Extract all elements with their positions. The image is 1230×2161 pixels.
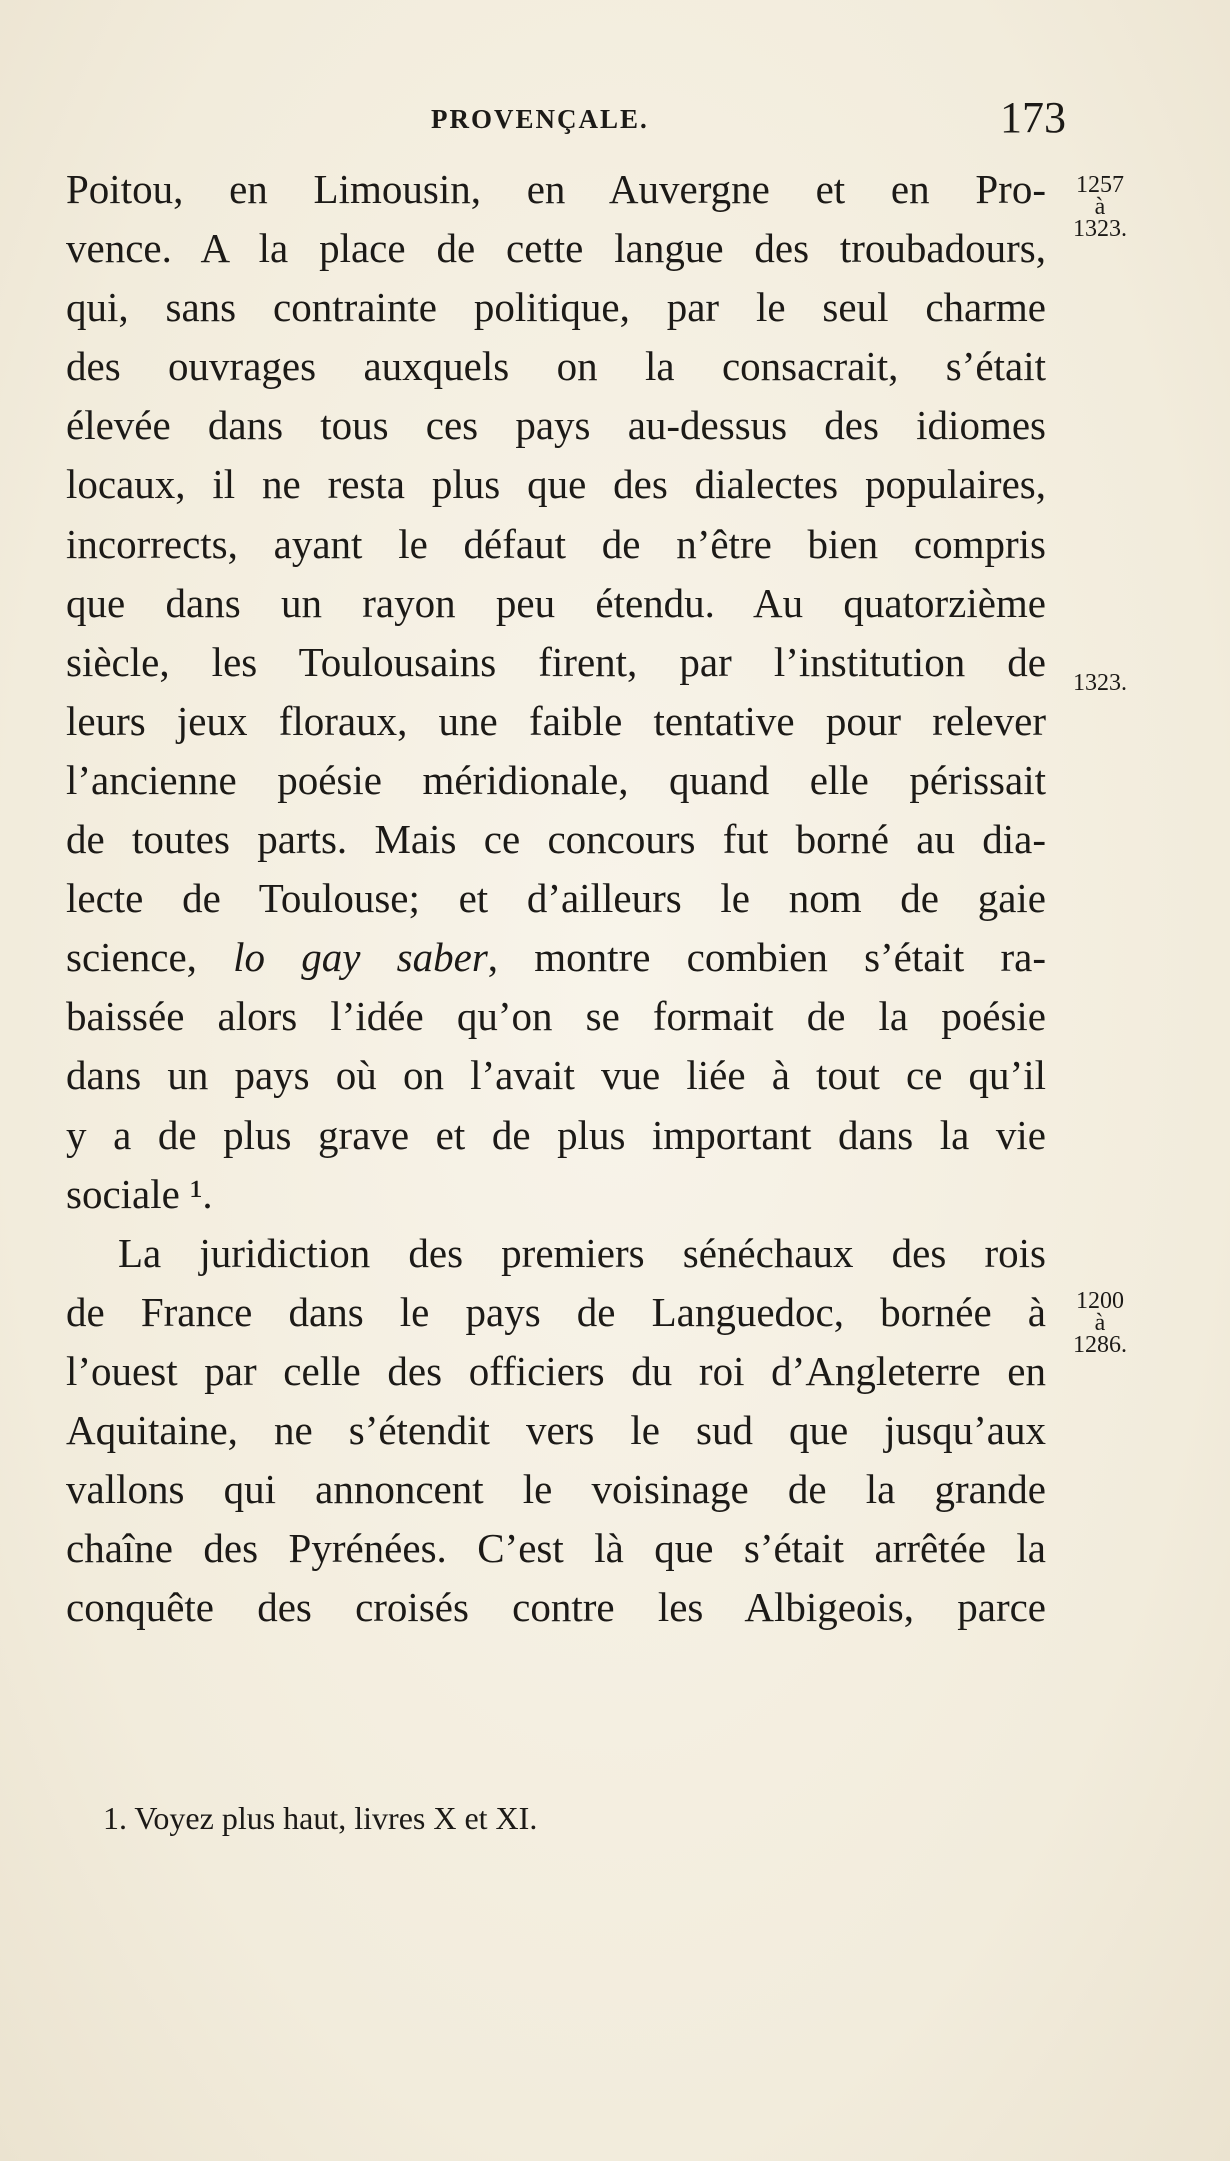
- text-line: conquête des croisés contre les Albigeois, parce: [66, 1584, 1046, 1631]
- body-text: [66, 160, 1046, 1637]
- margin-note-date-range: [1070, 174, 1130, 240]
- text-line: y a de plus grave et de plus important dans la vie: [66, 1111, 1046, 1158]
- text-line: de toutes parts. Mais ce concours fut borné au dia-: [66, 816, 1046, 863]
- text-line: des ouvrages auxquels on la consacrait, s’était: [66, 343, 1046, 390]
- italic-phrase: lo gay saber: [233, 934, 488, 981]
- margin-note-from: 1257: [1076, 172, 1124, 198]
- page-header: [66, 93, 1066, 148]
- text-line: leurs jeux floraux, une faible tentative pour relever: [66, 697, 1046, 744]
- text-line: Poitou, en Limousin, en Auvergne et en Pro-: [66, 166, 1046, 212]
- page-number: 173: [1000, 93, 1066, 142]
- text-line: élevée dans tous ces pays au-dessus des idiomes: [66, 402, 1046, 449]
- text-line: vence. A la place de cette langue des troubadours,: [66, 225, 1046, 272]
- text-line: qui, sans contrainte politique, par le seul charme: [66, 284, 1046, 331]
- text-line: siècle, les Toulousains firent, par l’institution de: [66, 638, 1046, 685]
- text-line: que dans un rayon peu étendu. Au quatorzième: [66, 579, 1046, 626]
- text-line: vallons qui annoncent le voisinage de la grande: [66, 1466, 1046, 1513]
- text-line: Aquitaine, ne s’étendit vers le sud que jusqu’aux: [66, 1406, 1046, 1453]
- margin-note-year: [1070, 672, 1130, 694]
- margin-note-to: 1286.: [1073, 1332, 1127, 1358]
- text-line: incorrects, ayant le défaut de n’être bien compris: [66, 520, 1046, 567]
- text-line: l’ancienne poésie méridionale, quand elle périssait: [66, 756, 1046, 803]
- running-title: PROVENÇALE.: [431, 104, 649, 134]
- paragraph-first-line: La juridiction des premiers sénéchaux des rois: [118, 1229, 1046, 1276]
- margin-note-mid: à: [1094, 1310, 1106, 1336]
- text-segment: , montre combien s’était ra-: [487, 934, 1046, 981]
- margin-note-date-range: [1070, 1290, 1130, 1356]
- text-line-italic: [66, 928, 1046, 987]
- margin-note-year-text: 1323.: [1073, 670, 1127, 696]
- margin-note-to: 1323.: [1073, 216, 1127, 242]
- text-line: chaîne des Pyrénées. C’est là que s’était arrêtée la: [66, 1525, 1046, 1572]
- text-line: locaux, il ne resta plus que des dialectes populaires,: [66, 461, 1046, 508]
- margin-note-from: 1200: [1076, 1288, 1124, 1314]
- text-line: baissée alors l’idée qu’on se formait de la poésie: [66, 993, 1046, 1040]
- text-line: de France dans le pays de Languedoc, bornée à: [66, 1288, 1046, 1335]
- margin-note-mid: à: [1094, 194, 1106, 220]
- text-line: l’ouest par celle des officiers du roi d’Angleterre en: [66, 1347, 1046, 1394]
- text-line: lecte de Toulouse; et d’ailleurs le nom de gaie: [66, 875, 1046, 922]
- paragraph-last-line: sociale ¹.: [66, 1170, 213, 1217]
- text-line: dans un pays où on l’avait vue liée à tout ce qu’il: [66, 1052, 1046, 1099]
- footnote: 1. Voyez plus haut, livres X et XI.: [103, 1800, 538, 1836]
- text-segment: science,: [66, 934, 234, 981]
